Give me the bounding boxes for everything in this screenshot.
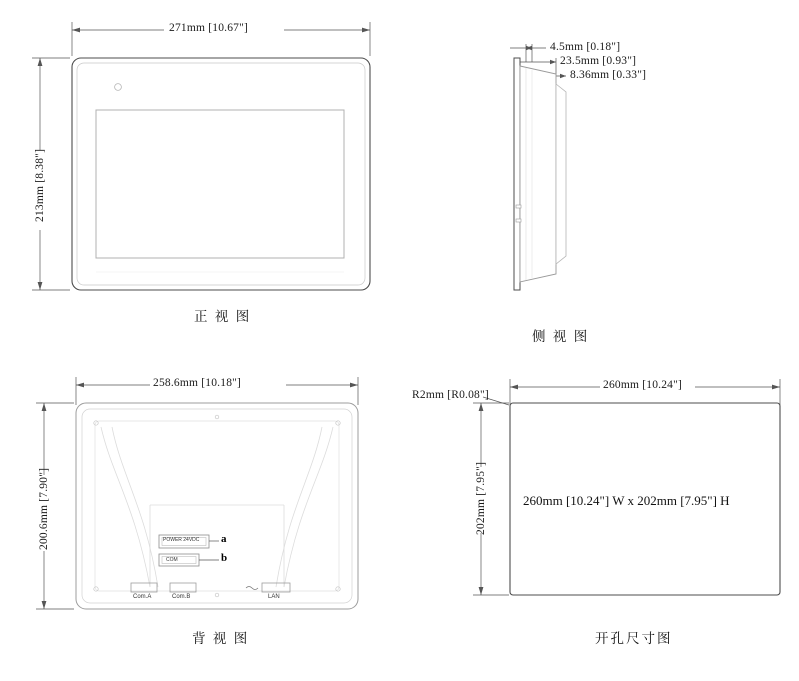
cutout-note: 260mm [10.24"] W x 202mm [7.95"] H	[523, 493, 730, 508]
rear-view-graphic	[0, 355, 400, 635]
connector-label-com: COM	[166, 557, 178, 563]
rear-height-dimension: 200.6mm [7.90"]	[38, 467, 50, 550]
rear-width-dimension: 258.6mm [10.18"]	[153, 377, 242, 389]
cutout-view-caption: 开孔尺寸图	[595, 631, 673, 646]
rear-view-caption: 背 视 图	[192, 631, 250, 646]
cutout-radius-dimension: R2mm [R0.08"]	[412, 389, 489, 401]
front-view-graphic	[0, 0, 400, 330]
rear-callout-a: a	[221, 533, 227, 545]
side-dimension-3: 8.36mm [0.33"]	[570, 69, 647, 81]
cutout-width-dimension: 260mm [10.24"]	[603, 379, 683, 391]
front-view	[0, 0, 400, 330]
rear-view	[0, 355, 400, 646]
rear-callout-b: b	[221, 552, 228, 564]
port-label-lan: LAN	[268, 594, 280, 600]
front-view-caption: 正 视 图	[194, 309, 252, 324]
side-view-caption: 侧 视 图	[532, 329, 590, 344]
port-label-com-b: Com.B	[172, 594, 191, 600]
cutout-view	[405, 355, 799, 646]
side-dimension-2: 23.5mm [0.93"]	[560, 55, 637, 67]
connector-label-power: POWER 24VDC	[163, 537, 200, 543]
cutout-height-dimension: 202mm [7.95"]	[475, 461, 487, 535]
front-width-dimension: 271mm [10.67"]	[169, 22, 249, 34]
front-height-dimension: 213mm [8.38"]	[34, 148, 46, 222]
side-dimension-1: 4.5mm [0.18"]	[550, 41, 621, 53]
side-view	[470, 0, 730, 344]
port-label-com-a: Com.A	[133, 594, 152, 600]
